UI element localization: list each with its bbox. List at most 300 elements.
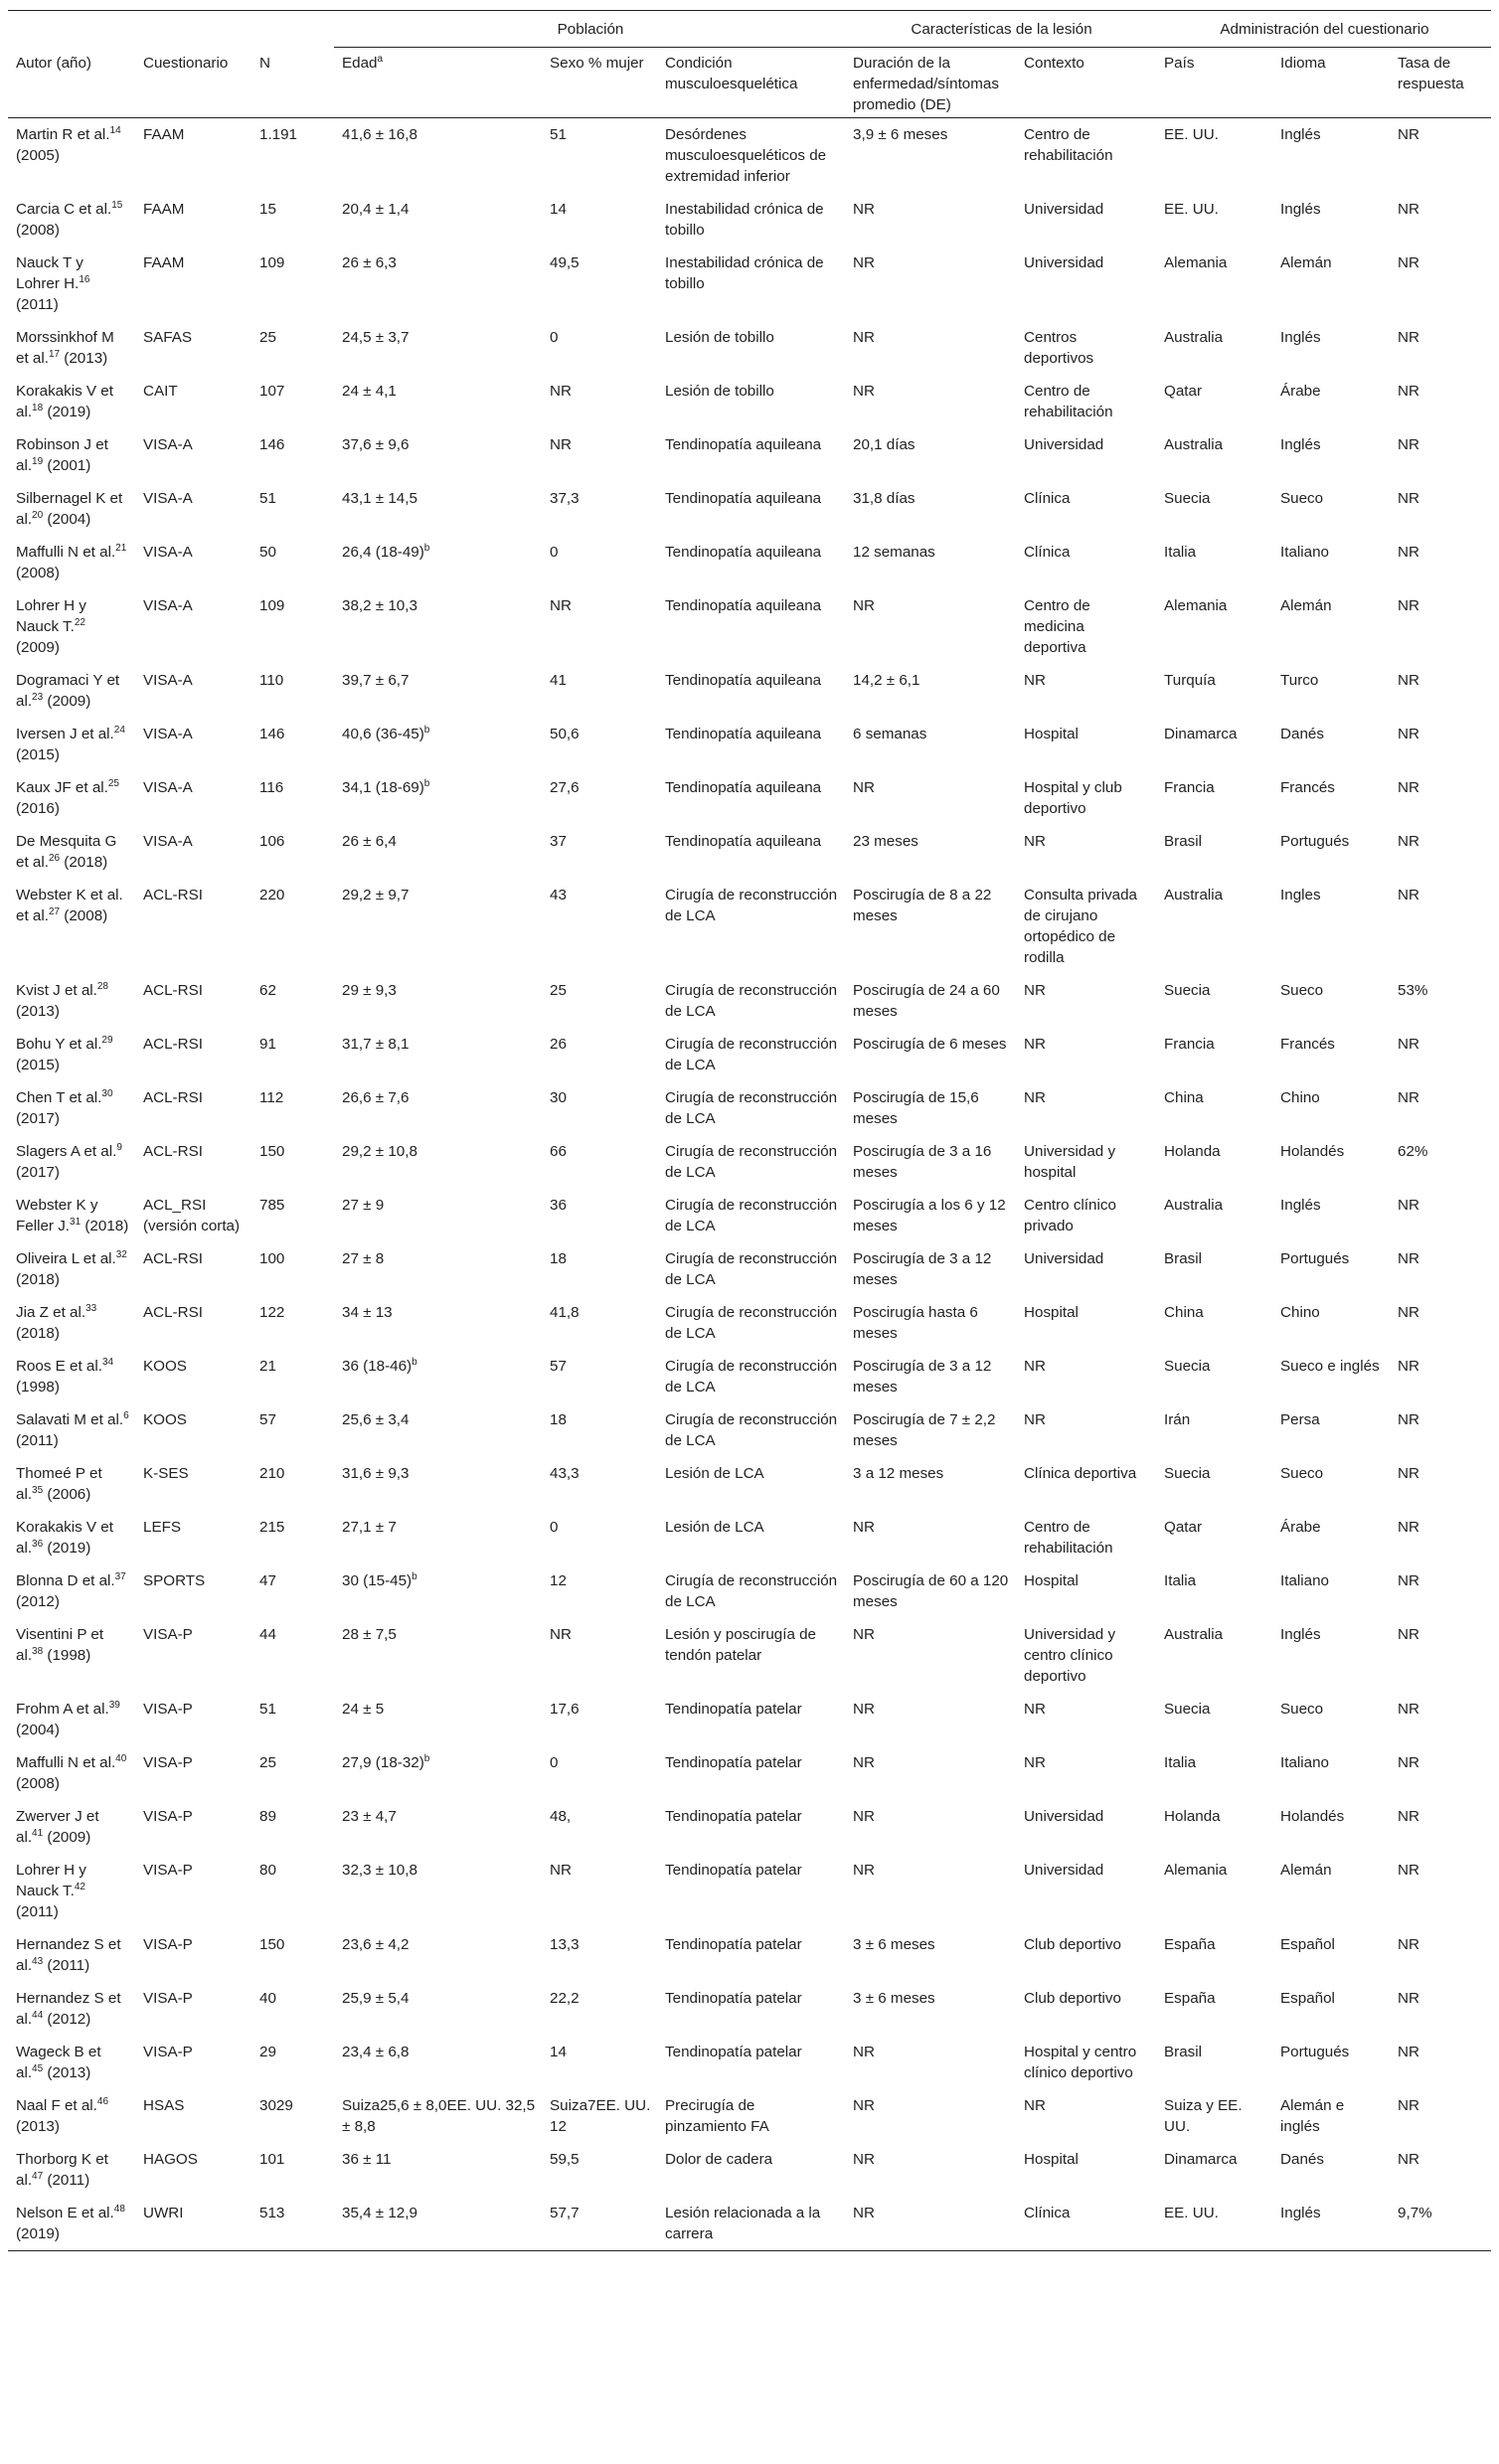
table-row — [8, 482, 1491, 536]
cell-n: 3029 — [259, 2097, 293, 2114]
autor-year: (2011) — [16, 1432, 59, 1449]
table-row — [8, 1693, 1491, 1746]
autor-ref: 23 — [32, 691, 44, 703]
cell-duracion: NR — [853, 1808, 875, 1825]
autor-year: (2009) — [47, 693, 91, 710]
cell-cuestionario: ACL-RSI — [143, 1089, 203, 1106]
cell-cuestionario: KOOS — [143, 1411, 187, 1428]
cell-duracion: Poscirugía hasta 6 meses — [853, 1304, 978, 1342]
edad-footnote: b — [423, 724, 430, 736]
cell-tasa: NR — [1398, 1572, 1419, 1589]
cell-idioma: Inglés — [1280, 1197, 1321, 1214]
cell-cuestionario: VISA-P — [143, 1936, 193, 1953]
group-header-administracion: Administración del cuestionario — [1156, 11, 1491, 48]
cell-sexo: 18 — [550, 1411, 567, 1428]
cell-condicion: Cirugía de reconstrucción de LCA — [665, 1197, 838, 1234]
cell-duracion: NR — [853, 1626, 875, 1643]
cell-n: 785 — [259, 1197, 285, 1214]
cell-sexo: 43,3 — [550, 1465, 580, 1482]
cell-contexto: Clínica deportiva — [1024, 1465, 1137, 1482]
cell-contexto: NR — [1024, 982, 1046, 999]
cell-tasa: NR — [1398, 1626, 1419, 1643]
table-row — [8, 536, 1491, 589]
cell-cuestionario: VISA-P — [143, 2044, 193, 2060]
edad-text: 25,6 ± 3,4 — [342, 1411, 410, 1428]
cell-tasa: NR — [1398, 1936, 1419, 1953]
cell-cuestionario: VISA-P — [143, 1701, 193, 1718]
autor-ref: 41 — [32, 1827, 44, 1839]
cell-pais: Francia — [1164, 1036, 1215, 1053]
cell-tasa: NR — [1398, 1411, 1419, 1428]
autor-ref: 21 — [115, 542, 127, 554]
cell-contexto: NR — [1024, 1036, 1046, 1053]
cell-tasa: NR — [1398, 1701, 1419, 1718]
cell-sexo: 66 — [550, 1143, 567, 1160]
edad-text: 23 ± 4,7 — [342, 1808, 397, 1825]
col-tasa: Tasa de respuesta — [1390, 48, 1491, 118]
edad-footnote: b — [423, 1752, 430, 1764]
cell-pais: España — [1164, 1990, 1216, 2007]
cell-n: 89 — [259, 1808, 276, 1825]
cell-duracion: 20,1 días — [853, 436, 916, 453]
autor-ref: 9 — [116, 1141, 122, 1153]
cell-contexto: Hospital y centro clínico deportivo — [1024, 2044, 1137, 2081]
autor-year: (2012) — [16, 1593, 60, 1610]
cell-autor — [8, 1746, 135, 1800]
autor-ref: 42 — [74, 1881, 85, 1892]
cell-edad — [334, 1564, 542, 1618]
cell-edad — [334, 1081, 542, 1135]
edad-text: 37,6 ± 9,6 — [342, 436, 410, 453]
cell-edad — [334, 2197, 542, 2251]
cell-autor — [8, 536, 135, 589]
autor-text: Blonna D et al. — [16, 1572, 115, 1589]
cell-cuestionario: UWRI — [135, 2197, 251, 2251]
cell-edad — [334, 1511, 542, 1564]
cell-duracion: NR — [853, 1862, 875, 1879]
cell-autor — [8, 664, 135, 718]
table-row — [8, 246, 1491, 321]
autor-text: Roos E et al. — [16, 1358, 102, 1375]
cell-duracion: Poscirugía de 8 a 22 meses — [853, 887, 992, 924]
cell-edad — [334, 718, 542, 771]
cell-condicion: Tendinopatía patelar — [665, 1808, 802, 1825]
cell-duracion: Poscirugía a los 6 y 12 meses — [853, 1197, 1006, 1234]
cell-idioma: Holandés — [1280, 1808, 1345, 1825]
table-body — [8, 118, 1491, 2251]
cell-n: 101 — [259, 2151, 285, 2168]
autor-year: (2011) — [16, 296, 59, 313]
cell-contexto: Hospital — [1024, 726, 1079, 742]
cell-autor — [8, 2143, 135, 2197]
cell-duracion: Poscirugía de 3 a 12 meses — [853, 1250, 992, 1288]
cell-edad — [334, 375, 542, 428]
cell-pais: China — [1164, 1304, 1204, 1321]
cell-sexo: 49,5 — [550, 254, 580, 271]
autor-text: Kaux JF et al. — [16, 779, 108, 796]
autor-text: Carcia C et al. — [16, 201, 112, 218]
autor-ref: 24 — [113, 724, 125, 736]
edad-text: 35,4 ± 12,9 — [342, 2205, 417, 2221]
table-row — [8, 718, 1491, 771]
cell-cuestionario: LEFS — [143, 1519, 181, 1536]
cell-pais: Francia — [1164, 779, 1215, 796]
cell-condicion: Tendinopatía aquileana — [665, 490, 822, 507]
cell-edad — [334, 536, 542, 589]
cell-sexo: 59,5 — [550, 2151, 580, 2168]
cell-idioma: Ingles — [1280, 887, 1321, 903]
cell-edad — [334, 1928, 542, 1982]
col-contexto: Contexto — [1016, 48, 1156, 118]
cell-cuestionario: FAAM — [143, 201, 185, 218]
cell-contexto: Hospital — [1024, 2151, 1079, 2168]
cell-contexto: Clínica — [1024, 490, 1071, 507]
autor-year: (2009) — [47, 1829, 91, 1846]
cell-contexto: NR — [1024, 2097, 1046, 2114]
table-row — [8, 1928, 1491, 1982]
autor-text: Lohrer H y Nauck T. — [16, 597, 86, 635]
cell-condicion: Tendinopatía aquileana — [665, 833, 822, 850]
cell-autor — [8, 1511, 135, 1564]
column-header-row — [8, 48, 1491, 118]
cell-autor — [8, 482, 135, 536]
cell-pais: Suecia — [1164, 1701, 1211, 1718]
cell-n: 150 — [259, 1143, 285, 1160]
cell-tasa: NR — [1398, 329, 1419, 346]
cell-condicion: Tendinopatía aquileana — [665, 779, 822, 796]
cell-cuestionario: HSAS — [143, 2097, 185, 2114]
table-row — [8, 1189, 1491, 1242]
autor-year: (2011) — [16, 1903, 59, 1920]
cell-duracion: NR — [853, 254, 875, 271]
edad-footnote: b — [423, 542, 430, 554]
autor-text: Martin R et al. — [16, 126, 110, 143]
cell-pais: Italia — [1164, 1754, 1197, 1771]
cell-idioma: Italiano — [1280, 1754, 1330, 1771]
cell-cuestionario: ACL-RSI — [143, 1250, 203, 1267]
autor-text: Nauck T y Lohrer H. — [16, 254, 83, 292]
cell-idioma: Inglés — [1280, 329, 1321, 346]
cell-idioma: Sueco — [1280, 982, 1324, 999]
cell-contexto: Universidad — [1024, 436, 1104, 453]
cell-pais: Holanda — [1164, 1808, 1221, 1825]
cell-idioma: Persa — [1280, 1411, 1320, 1428]
edad-text: 36 (18-46) — [342, 1358, 413, 1375]
cell-condicion: Inestabilidad crónica de tobillo — [665, 254, 824, 292]
cell-autor — [8, 2036, 135, 2089]
edad-text: 24,5 ± 3,7 — [342, 329, 410, 346]
table-row — [8, 118, 1491, 194]
cell-cuestionario: VISA-P — [143, 1862, 193, 1879]
cell-idioma: Italiano — [1280, 1572, 1330, 1589]
cell-duracion: NR — [853, 1701, 875, 1718]
cell-tasa: NR — [1398, 1754, 1419, 1771]
edad-text: 25,9 ± 5,4 — [342, 1990, 410, 2007]
cell-pais: Irán — [1164, 1411, 1191, 1428]
cell-sexo: 14 — [550, 2044, 567, 2060]
autor-text: Maffulli N et al. — [16, 544, 116, 561]
studies-table — [8, 10, 1491, 2251]
cell-duracion: 3,9 ± 6 meses — [853, 126, 948, 143]
table-row — [8, 2089, 1491, 2143]
table-row — [8, 1854, 1491, 1928]
cell-edad — [334, 1693, 542, 1746]
cell-cuestionario: ACL-RSI — [143, 887, 203, 903]
cell-sexo: 37,3 — [550, 490, 580, 507]
cell-cuestionario: FAAM — [143, 126, 185, 143]
cell-idioma: Holandés — [1280, 1143, 1345, 1160]
autor-text: Lohrer H y Nauck T. — [16, 1862, 86, 1899]
col-cuestionario: Cuestionario — [135, 48, 251, 118]
autor-ref: 15 — [111, 199, 123, 211]
cell-autor — [8, 1564, 135, 1618]
cell-autor — [8, 1618, 135, 1693]
cell-n: 15 — [259, 201, 276, 218]
edad-text: 27 ± 9 — [342, 1197, 385, 1214]
cell-pais: Australia — [1164, 1626, 1224, 1643]
cell-cuestionario: VISA-A — [143, 490, 193, 507]
cell-condicion: Cirugía de reconstrucción de LCA — [665, 1304, 838, 1342]
cell-condicion: Tendinopatía patelar — [665, 1990, 802, 2007]
cell-cuestionario: VISA-P — [143, 1754, 193, 1771]
cell-pais: Alemania — [1164, 1862, 1228, 1879]
edad-text: 28 ± 7,5 — [342, 1626, 397, 1643]
cell-cuestionario: VISA-A — [143, 597, 193, 614]
cell-idioma: Alemán — [1280, 597, 1332, 614]
cell-duracion: Poscirugía de 7 ± 2,2 meses — [853, 1411, 996, 1449]
cell-contexto: Universidad — [1024, 1808, 1104, 1825]
autor-text: Jia Z et al. — [16, 1304, 86, 1321]
cell-edad — [334, 1618, 542, 1693]
autor-ref: 31 — [70, 1216, 82, 1228]
cell-cuestionario: VISA-A — [143, 544, 193, 561]
cell-cuestionario: VISA-P — [143, 1808, 193, 1825]
table-row — [8, 1800, 1491, 1854]
autor-year: (2005) — [16, 147, 60, 164]
autor-year: (2013) — [47, 2064, 91, 2081]
cell-contexto: NR — [1024, 672, 1046, 689]
autor-year: (2001) — [47, 457, 91, 474]
cell-edad — [334, 321, 542, 375]
cell-contexto: NR — [1024, 1701, 1046, 1718]
cell-edad — [334, 1296, 542, 1350]
cell-idioma: Danés — [1280, 726, 1324, 742]
cell-idioma: Portugués — [1280, 2044, 1350, 2060]
cell-edad — [334, 974, 542, 1028]
autor-ref: 37 — [114, 1570, 126, 1582]
cell-cuestionario: K-SES — [143, 1465, 189, 1482]
cell-edad — [334, 118, 542, 194]
cell-condicion: Tendinopatía patelar — [665, 1862, 802, 1879]
cell-pais: EE. UU. — [1164, 201, 1219, 218]
cell-duracion: 6 semanas — [853, 726, 927, 742]
edad-text: 27 ± 8 — [342, 1250, 385, 1267]
cell-condicion: Tendinopatía patelar — [665, 2044, 802, 2060]
cell-sexo: Suiza7EE. UU. 12 — [550, 2097, 651, 2135]
cell-autor — [8, 1081, 135, 1135]
cell-pais: Suecia — [1164, 982, 1211, 999]
autor-ref: 39 — [108, 1699, 120, 1711]
cell-contexto: NR — [1024, 1754, 1046, 1771]
cell-contexto: Universidad y hospital — [1024, 1143, 1116, 1181]
autor-ref: 48 — [113, 2203, 125, 2215]
table-row — [8, 2143, 1491, 2197]
table-row — [8, 1564, 1491, 1618]
cell-duracion: NR — [853, 2151, 875, 2168]
cell-edad — [334, 1028, 542, 1081]
table-container — [8, 10, 1491, 2251]
autor-text: Nelson E et al. — [16, 2205, 114, 2221]
cell-condicion: Lesión relacionada a la carrera — [657, 2197, 845, 2251]
cell-cuestionario: HAGOS — [143, 2151, 198, 2168]
cell-contexto: Club deportivo — [1024, 1990, 1121, 2007]
cell-sexo: 13,3 — [550, 1936, 580, 1953]
cell-contexto: Hospital — [1024, 1304, 1079, 1321]
cell-pais: Qatar — [1164, 383, 1203, 400]
cell-tasa: NR — [1398, 254, 1419, 271]
cell-idioma: Español — [1280, 1936, 1335, 1953]
cell-contexto: Clínica — [1016, 2197, 1156, 2251]
cell-idioma: Árabe — [1280, 383, 1321, 400]
cell-tasa: NR — [1398, 1089, 1419, 1106]
cell-contexto: Universidad — [1024, 201, 1104, 218]
cell-condicion: Tendinopatía patelar — [665, 1936, 802, 1953]
cell-autor — [8, 1135, 135, 1189]
cell-sexo: 51 — [550, 126, 567, 143]
cell-cuestionario: ACL_RSI (versión corta) — [143, 1197, 241, 1234]
cell-condicion: Cirugía de reconstrucción de LCA — [665, 1572, 838, 1610]
cell-edad — [334, 825, 542, 879]
table-row — [8, 2036, 1491, 2089]
cell-tasa: 62% — [1398, 1143, 1428, 1160]
cell-n: 150 — [259, 1936, 285, 1953]
edad-footnote: b — [412, 1570, 417, 1582]
cell-duracion: NR — [853, 383, 875, 400]
cell-pais: Holanda — [1164, 1143, 1221, 1160]
cell-autor — [8, 879, 135, 974]
cell-sexo: 43 — [550, 887, 567, 903]
cell-tasa: NR — [1398, 2097, 1419, 2114]
cell-idioma: Inglés — [1280, 126, 1321, 143]
autor-ref: 25 — [107, 777, 119, 789]
cell-tasa: NR — [1398, 1197, 1419, 1214]
cell-edad — [334, 1135, 542, 1189]
cell-tasa: NR — [1398, 126, 1419, 143]
autor-ref: 32 — [115, 1248, 127, 1260]
cell-autor — [8, 589, 135, 664]
cell-pais: Suecia — [1164, 1465, 1211, 1482]
autor-ref: 30 — [101, 1087, 113, 1099]
cell-n: 29 — [259, 2044, 276, 2060]
edad-text: 31,7 ± 8,1 — [342, 1036, 410, 1053]
cell-edad — [334, 246, 542, 321]
edad-text: 26 ± 6,3 — [342, 254, 397, 271]
cell-idioma: Chino — [1280, 1304, 1320, 1321]
autor-text: Robinson J et al. — [16, 436, 108, 474]
cell-condicion: Desórdenes musculoesqueléticos de extremidad inferior — [665, 126, 827, 185]
cell-edad — [334, 1854, 542, 1928]
table-row — [8, 1746, 1491, 1800]
cell-sexo: 37 — [550, 833, 567, 850]
autor-text: Korakakis V et al. — [16, 1519, 113, 1557]
edad-text: 29 ± 9,3 — [342, 982, 397, 999]
autor-year: (2008) — [16, 1775, 60, 1792]
cell-tasa: NR — [1398, 597, 1419, 614]
table-row — [8, 1242, 1491, 1296]
table-row — [8, 1028, 1491, 1081]
table-row — [8, 664, 1491, 718]
autor-text: Naal F et al. — [16, 2097, 97, 2114]
edad-text: 24 ± 5 — [342, 1701, 385, 1718]
cell-n: 47 — [259, 1572, 276, 1589]
cell-contexto: NR — [1024, 833, 1046, 850]
cell-duracion: NR — [845, 2197, 1016, 2251]
edad-text: 40,6 (36-45) — [342, 726, 424, 742]
cell-sexo: 50,6 — [550, 726, 580, 742]
cell-tasa: 9,7% — [1390, 2197, 1491, 2251]
edad-text: 27,1 ± 7 — [342, 1519, 397, 1536]
autor-text: Hernandez S et al. — [16, 1990, 121, 2028]
cell-n: 146 — [259, 436, 285, 453]
cell-idioma: Alemán — [1280, 1862, 1332, 1879]
cell-n: 100 — [259, 1250, 285, 1267]
cell-n: 91 — [259, 1036, 276, 1053]
cell-cuestionario: ACL-RSI — [143, 1304, 203, 1321]
autor-text: Hernandez S et al. — [16, 1936, 121, 1974]
autor-ref: 26 — [48, 852, 61, 864]
edad-text: 26 ± 6,4 — [342, 833, 397, 850]
table-row — [8, 1618, 1491, 1693]
cell-n: 50 — [259, 544, 276, 561]
cell-edad — [334, 193, 542, 246]
edad-text: 26,6 ± 7,6 — [342, 1089, 410, 1106]
cell-idioma: Alemán — [1280, 254, 1332, 271]
cell-tasa: NR — [1398, 1519, 1419, 1536]
edad-text: 32,3 ± 10,8 — [342, 1862, 417, 1879]
cell-pais: Qatar — [1164, 1519, 1203, 1536]
autor-ref: 47 — [32, 2170, 44, 2182]
group-header-lesion: Características de la lesión — [845, 11, 1156, 48]
cell-cuestionario: SAFAS — [143, 329, 192, 346]
col-sexo: Sexo % mujer — [542, 48, 657, 118]
cell-idioma: Inglés — [1280, 1626, 1321, 1643]
cell-autor — [8, 1982, 135, 2036]
cell-tasa: NR — [1398, 1304, 1419, 1321]
cell-idioma: Español — [1280, 1990, 1335, 2007]
edad-footnote: b — [412, 1356, 417, 1368]
cell-contexto: Centro de rehabilitación — [1024, 383, 1113, 420]
cell-contexto: Centro clínico privado — [1024, 1197, 1116, 1234]
autor-ref: 22 — [74, 616, 85, 628]
cell-condicion: Tendinopatía patelar — [665, 1701, 802, 1718]
cell-sexo: 26 — [550, 1036, 567, 1053]
cell-duracion: Poscirugía de 3 a 16 meses — [853, 1143, 992, 1181]
cell-cuestionario: VISA-A — [143, 779, 193, 796]
cell-duracion: NR — [853, 779, 875, 796]
cell-autor — [8, 825, 135, 879]
cell-n: 146 — [259, 726, 285, 742]
cell-n: 57 — [259, 1411, 276, 1428]
autor-text: Maffulli N et al. — [16, 1754, 116, 1771]
table-row — [8, 193, 1491, 246]
cell-pais: Brasil — [1164, 2044, 1203, 2060]
cell-n: 40 — [259, 1990, 276, 2007]
cell-pais: Dinamarca — [1164, 726, 1238, 742]
cell-tasa: NR — [1398, 887, 1419, 903]
cell-tasa: NR — [1398, 1036, 1419, 1053]
cell-duracion: NR — [853, 1519, 875, 1536]
table-row — [8, 1403, 1491, 1457]
